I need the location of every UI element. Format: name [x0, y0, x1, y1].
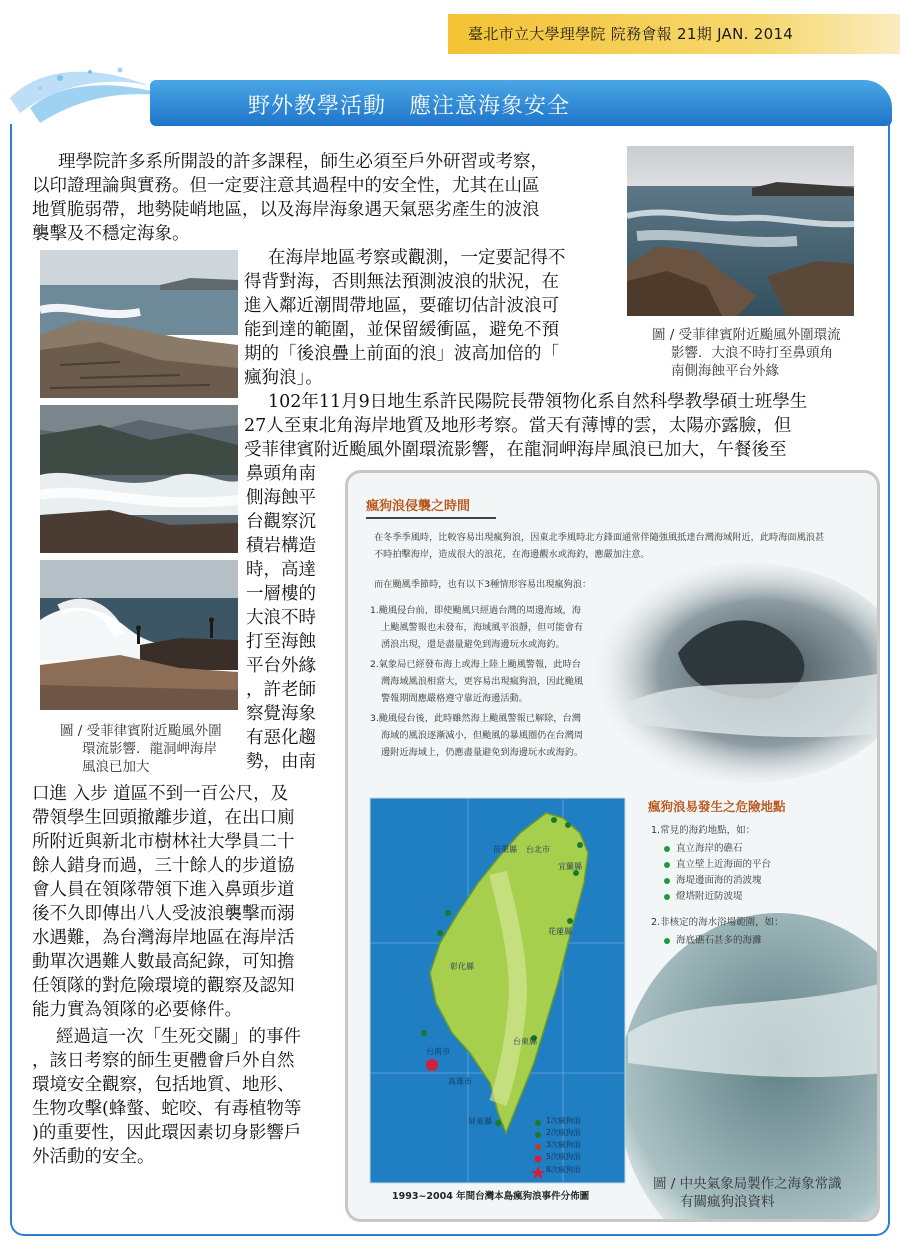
- map-region-label: 彰化縣: [450, 962, 474, 971]
- text-line: 所附近與新北市樹林社大學員二十: [32, 832, 295, 852]
- bullet-icon: [664, 862, 670, 868]
- rogue-wave-infographic: [345, 470, 880, 1222]
- map-legend-item: 8次瘋狗浪: [546, 1165, 581, 1174]
- danger-item: 燈塔附近防波堤: [664, 889, 743, 905]
- text-line: 鼻頭角南: [246, 464, 316, 484]
- info-text: 在冬季季風時，比較容易出現瘋狗浪，因東北季風時北方鋒面通常伴隨強風抵達台灣海域附近，此時海面風浪甚: [374, 532, 825, 543]
- text-line: 後不久即傳出八人受波浪襲擊而溺: [32, 904, 295, 924]
- text-line: 102年11月9日地生系許民陽院長帶領物化系自然科學教學碩士班學生: [268, 392, 808, 412]
- text-line: 襲擊及不穩定海象。: [32, 224, 190, 244]
- right-photo-caption: 南側海蝕平台外緣: [671, 363, 779, 379]
- map-region-label: 台東縣: [513, 1037, 537, 1046]
- text-line: 會人員在領隊帶領下進入鼻頭步道: [32, 880, 295, 900]
- text-line: 餘人錯身而過，三十餘人的步道協: [32, 856, 295, 876]
- text-line: 27人至東北角海岸地質及地形考察。當天有薄博的雲，太陽亦露臉，但: [244, 416, 792, 436]
- coast-photo-left-2: [40, 405, 238, 553]
- danger-item: 直立壁上近海面的平台: [664, 857, 771, 873]
- text-line: 時，高達: [246, 560, 316, 580]
- danger-item: 直立海岸的礁石: [664, 841, 743, 857]
- section-title-where: 瘋狗浪易發生之危險地點: [648, 799, 786, 814]
- text-line: ，許老師: [246, 680, 316, 700]
- coast-photo-right: [627, 146, 854, 316]
- info-text: 1.颱風侵台前，即使颱風只經過台灣的周邊海域，海: [370, 605, 581, 616]
- text-line: 動單次遇難人數最高紀錄，可知擔: [32, 952, 295, 972]
- coast-photo-left-1: [40, 250, 238, 398]
- text-line: 側海蝕平: [246, 488, 316, 508]
- map-region-label: 台南市: [426, 1047, 450, 1056]
- map-region-label: 宜蘭縣: [558, 862, 582, 871]
- text-line: )的重要性，因此環因素切身影響戶: [32, 1123, 302, 1143]
- bullet-icon: [664, 846, 670, 852]
- text-line: 帶領學生回頭撤離步道，在出口廁: [32, 808, 295, 828]
- text-line: 理學院許多系所開設的許多課程，師生必須至戶外研習或考察，: [58, 152, 548, 172]
- info-text: 2.氣象局已經發布海上或海上陸上颱風警報，此時台: [370, 659, 581, 670]
- text-line: 受菲律賓附近颱風外圍環流影響，在龍洞岬海岸風浪已加大，午餐後至: [244, 440, 787, 460]
- map-legend-item: 3次瘋狗浪: [546, 1140, 581, 1149]
- danger-heading: 1.常見的海釣地點，如：: [651, 825, 756, 836]
- text-line: 得背對海，否則無法預測波浪的狀況，在: [244, 272, 559, 292]
- text-line: 大浪不時: [246, 608, 316, 628]
- info-text: 上颱風警報也未發布，海域風平浪靜，但可能會有: [381, 622, 584, 633]
- danger-item: 海底礁石甚多的海灘: [664, 933, 762, 949]
- bullet-icon: [664, 938, 670, 944]
- map-region-label: 屏東縣: [468, 1117, 492, 1126]
- map-legend-item: 1次瘋狗浪: [546, 1116, 581, 1125]
- info-text: 灣海域風浪相當大，更容易出現瘋狗浪，因此颱風: [381, 676, 584, 687]
- info-text: 而在颱風季節時，也有以下3種情形容易出現瘋狗浪：: [374, 579, 592, 590]
- text-line: 水遇難，為台灣海岸地區在海岸活: [32, 928, 295, 948]
- text-line: 能到達的範圍，並保留緩衝區，避免不預: [244, 320, 559, 340]
- text-line: 任領隊的對危險環境的觀察及認知: [32, 976, 295, 996]
- text-line: 一層樓的: [246, 584, 316, 604]
- text-line: 在海岸地區考察或觀測，一定要記得不: [268, 248, 566, 268]
- danger-item: 海堤邊面海的消波塊: [664, 873, 762, 889]
- map-region-label: 高雄市: [448, 1077, 472, 1086]
- left-photo-caption: 環流影響．龍洞岬海岸: [82, 741, 217, 757]
- map-region-label: 台北市: [526, 845, 550, 854]
- text-line: 能力實為領隊的必要條件。: [32, 1000, 242, 1020]
- map-region-label: 苗栗縣: [493, 845, 517, 854]
- newsletter-header: 臺北市立大學理學院 院務會報 21期 JAN. 2014: [468, 25, 794, 43]
- text-line: 打至海蝕: [246, 632, 316, 652]
- bullet-icon: [664, 878, 670, 884]
- info-text: 警報期間應嚴格遵守靠近海邊活動。: [381, 693, 528, 704]
- text-line: 勢，由南: [246, 752, 316, 772]
- text-line: 經過這一次「生死交關」的事件: [56, 1027, 301, 1047]
- right-photo-caption: 影響．大浪不時打至鼻頭角: [671, 345, 833, 361]
- text-line: 期的「後浪疊上前面的浪」波高加倍的「: [244, 344, 559, 364]
- text-line: 平台外緣: [246, 656, 316, 676]
- map-legend-item: 2次瘋狗浪: [546, 1128, 581, 1137]
- info-text: 海域的風浪逐漸減小，但颱風的暴風圈仍在台灣周: [381, 730, 584, 741]
- map-caption: 1993~2004 年間台灣本島瘋狗浪事件分佈圖: [392, 1191, 590, 1202]
- right-photo-caption: 圖 / 受菲律賓附近颱風外圍環流: [652, 327, 841, 343]
- bullet-icon: [664, 894, 670, 900]
- map-region-label: 花蓮縣: [548, 927, 572, 936]
- text-line: 以印證理論與實務。但一定要注意其過程中的安全性，尤其在山區: [32, 176, 540, 196]
- text-line: 瘋狗浪」。: [244, 368, 323, 388]
- info-text: 3.颱風侵台後，此時雖然海上颱風警報已解除，台灣: [370, 713, 581, 724]
- text-line: 進入鄰近潮間帶地區，要確切估計波浪可: [244, 296, 559, 316]
- coast-photo-left-3: [40, 560, 238, 710]
- text-line: 台觀察沉: [246, 512, 316, 532]
- text-line: 地質脆弱帶，地勢陡峭地區，以及海岸海象遇天氣惡劣產生的波浪: [32, 200, 540, 220]
- danger-heading: 2.非核定的海水浴場範圍，如：: [651, 917, 784, 928]
- text-line: 有惡化趨: [246, 728, 316, 748]
- section-title-when: 瘋狗浪侵襲之時間: [366, 499, 471, 514]
- text-line: 察覺海象: [246, 704, 316, 724]
- section-title-box: [366, 495, 496, 519]
- text-line: 積岩構造: [246, 536, 316, 556]
- left-photo-caption: 風浪已加大: [82, 759, 150, 775]
- infographic-caption: 圖 / 中央氣象局製作之海象常識: [653, 1176, 842, 1192]
- map-legend-item: 5次瘋狗浪: [546, 1152, 581, 1161]
- text-line: 生物攻擊(蜂螫、蛇咬、有毒植物等: [32, 1099, 302, 1119]
- text-line: ，該日考察的師生更體會戶外自然: [32, 1051, 295, 1071]
- infographic-caption: 有關瘋狗浪資料: [680, 1194, 775, 1210]
- info-text: 不時拍擊海岸，造成很大的浪花，在海邊觀水或海釣，應嚴加注意。: [374, 549, 650, 560]
- info-text: 邊附近海域上，仍應盡量避免到海邊玩水或海釣。: [381, 747, 584, 758]
- left-photo-caption: 圖 / 受菲律賓附近颱風外圍: [60, 723, 222, 739]
- text-line: 外活動的安全。: [32, 1147, 155, 1167]
- text-line: 口進 入步 道區不到一百公尺，及: [32, 784, 289, 804]
- article-title: 野外教學活動 應注意海象安全: [248, 94, 571, 119]
- info-text: 湧浪出現，還是盡量避免到海邊玩水或海釣。: [381, 639, 565, 650]
- text-line: 環境安全觀察，包括地質、地形、: [32, 1075, 295, 1095]
